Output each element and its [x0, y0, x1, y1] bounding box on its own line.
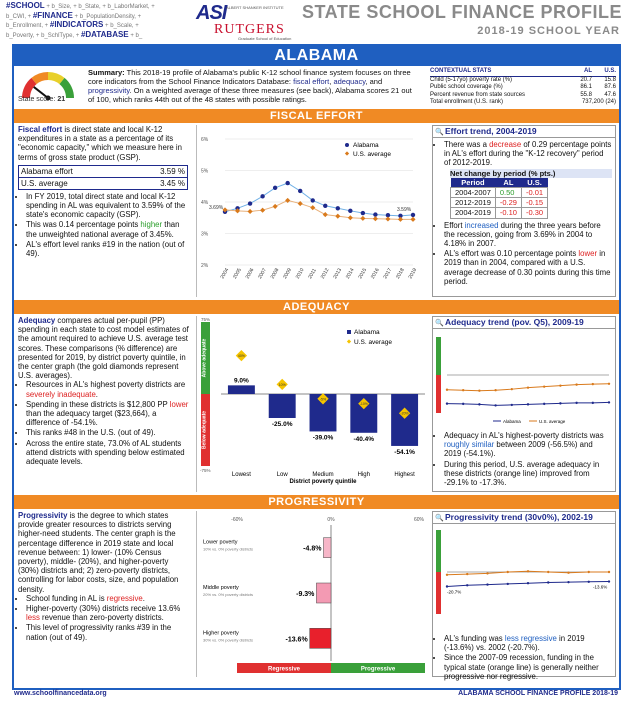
bar-value-label: 9.0%: [233, 377, 249, 385]
data-point: [273, 204, 278, 209]
data-point: [462, 389, 464, 391]
data-point: [567, 572, 569, 574]
data-point: [310, 205, 315, 210]
data-point: [511, 388, 513, 390]
x-tick-label: 2009: [282, 267, 293, 280]
net-change-table: Net change by period (% pts.) Period AL U.S. 2004-2007 0.50 -0.01 2012-2019 -0.29 -0.15 2004-2019 -0.10 -0.30: [450, 169, 612, 219]
bar: [391, 394, 418, 446]
data-point: [478, 390, 480, 392]
legend-us: U.S. average: [353, 151, 391, 158]
page-title: STATE SCHOOL FINANCE PROFILE: [301, 2, 622, 22]
data-point: [486, 583, 488, 585]
rutgers-logo: RUTGERS: [214, 22, 285, 37]
tag-school: #SCHOOL: [6, 1, 45, 10]
data-point: [608, 401, 610, 403]
data-point: [248, 201, 252, 205]
category-label: Highest: [394, 472, 415, 478]
page-subtitle: 2018-19 SCHOOL YEAR: [477, 25, 620, 37]
data-point: [527, 582, 529, 584]
x-tick-label: 60%: [413, 517, 425, 523]
data-point: [323, 204, 327, 208]
data-point: [608, 571, 610, 573]
data-point: [547, 571, 549, 573]
category-label: Medium: [312, 472, 334, 478]
x-tick-label: 2006: [244, 267, 256, 280]
bar: [323, 538, 331, 558]
data-point: [260, 208, 265, 213]
bar: [316, 583, 331, 603]
category-note: 10% vs. 0% poverty districts: [203, 546, 254, 552]
ctx-row: Total enrollment (U.S. rank) 737,200 (24): [430, 99, 616, 106]
legend-us: U.S. average: [354, 339, 392, 346]
data-point: [543, 403, 545, 405]
section-progressivity: PROGRESSIVITY: [14, 495, 619, 509]
x-tick-label: 2011: [307, 267, 318, 280]
data-point: [446, 389, 448, 391]
data-point: [373, 216, 378, 221]
ctx-row: Public school coverage (%) 86.1 87.6: [430, 84, 616, 91]
data-point: [592, 402, 594, 404]
us-diamond-label: 10%: [278, 382, 286, 387]
data-point: [575, 402, 577, 404]
data-label: 3.59%: [397, 206, 412, 213]
legend-alabama-marker: [345, 143, 349, 147]
data-point: [446, 585, 448, 587]
bar: [228, 385, 255, 394]
legend-alabama: Alabama: [503, 419, 521, 424]
y-tick-label: 5%: [201, 168, 209, 175]
net-row: 2012-2019 -0.29 -0.15: [451, 198, 548, 208]
state-name: ALABAMA: [14, 46, 619, 66]
bar-value-label: -40.4%: [353, 435, 375, 443]
data-point: [559, 402, 561, 404]
x-tick-label: 2012: [319, 267, 331, 280]
data-point: [608, 383, 610, 385]
x-tick-label: 2019: [407, 267, 419, 280]
y-tick-label: 2%: [201, 263, 209, 269]
x-tick-label: 2016: [369, 267, 381, 280]
band-top-label: Above adequate: [201, 338, 208, 378]
bar-value-label: -9.3%: [296, 591, 315, 598]
data-point: [446, 402, 448, 404]
x-tick-label: 2010: [294, 267, 306, 280]
bar-value-label: -39.0%: [312, 434, 334, 442]
contextual-stats: CONTEXTUAL STATS AL U.S. Child (5-17yo) poverty rate (%) 20.7 15.8 Public school coverage (%) 86.1 87.6 Percent revenue from state sources 55.8 47.6 Total enrollment (U.S. rank) 737,200 (24): [430, 68, 616, 106]
data-point: [336, 206, 340, 210]
data-point: [567, 581, 569, 583]
data-point: [323, 212, 328, 217]
x-tick-label: 2017: [382, 267, 394, 280]
legend-us-marker: [345, 151, 349, 155]
x-tick-label: 2004: [219, 267, 231, 280]
data-point: [588, 581, 590, 583]
section-adequacy: ADEQUACY: [14, 300, 619, 314]
logos: ASI ALBERT SHANKER INSTITUTE RUTGERS Graduate School of Education: [196, 2, 292, 41]
data-point: [511, 404, 513, 406]
data-point: [373, 212, 377, 216]
x-tick-label: 2008: [269, 267, 281, 280]
bar-value-label: -25.0%: [271, 421, 293, 428]
data-point: [466, 584, 468, 586]
data-point: [486, 572, 488, 574]
data-point: [466, 573, 468, 575]
data-point: [543, 385, 545, 387]
ctx-row: Child (5-17yo) poverty rate (%) 20.7 15.8: [430, 76, 616, 83]
progressivity-trend-box: 🔍 Progressivity trend (30v0%), 2002-19 -20.7% -13.6% • AL's funding was less regressive in 2019 (-13.6%) vs. 2002 (-20.7%). • Since the 2007-09 recession, funding in the typical state (orange line) is generally neither progressive nor regressive.: [432, 511, 616, 677]
category-label: Low: [276, 472, 288, 478]
tag-database: #DATABASE: [80, 29, 129, 39]
progressive-band: [436, 530, 441, 572]
us-diamond-label: -20%: [400, 411, 409, 416]
data-point: [411, 213, 415, 217]
legend-us-marker: [347, 339, 351, 343]
x-tick-label: 2013: [332, 267, 344, 280]
bar-value-label: -4.8%: [303, 545, 322, 553]
legend-alabama: Alabama: [353, 142, 379, 149]
data-point: [335, 214, 340, 219]
band-left-label: Regressive: [267, 666, 301, 673]
x-axis-label: District poverty quintile: [289, 479, 357, 485]
al-effort-row: Alabama effort 3.59 %: [21, 166, 185, 176]
x-tick-label: 2005: [232, 267, 243, 280]
data-point: [361, 211, 365, 215]
adequacy-trend-box: 🔍 Adequacy trend (pov. Q5), 2009-19 Alabama U.S. average • Adequacy in AL's highest-poverty districts was roughly similar between 2009 (-56.5%) and 2019 (-54.1%). • During this period, U.S. average adequacy in these districts (orange line) improved from -29.1% to -17.3%.: [432, 316, 616, 492]
data-point: [410, 217, 415, 222]
data-point: [478, 403, 480, 405]
fiscal-effort-chart: [196, 125, 429, 297]
y-tick-bottom: -75%: [200, 468, 211, 473]
data-point: [559, 384, 561, 386]
legend-us: U.S. average: [539, 419, 566, 424]
progressivity-trend-chart: [433, 524, 615, 628]
net-row: 2004-2007 0.50 -0.01: [451, 188, 548, 198]
data-point: [360, 216, 365, 221]
above-adequate-band: [436, 337, 441, 375]
category-label: Lowest: [231, 472, 251, 478]
x-tick-label: 2015: [357, 267, 369, 280]
bar: [269, 394, 296, 418]
data-label: -20.7%: [447, 589, 462, 595]
tag-indicators: #INDICATORS: [49, 20, 104, 29]
category-note: 20% vs. 0% poverty districts: [203, 592, 254, 597]
regressive-band: [436, 572, 441, 614]
progressivity-text: Progressivity is the degree to which states provide greater resources to districts serving higher-need students. The center graph is the percentage difference in 2019 state and local revenue between: 1) lower- (10% Census poverty), middle- (20%), and higher-poverty (30%) districts and; 2) zero-poverty districts, controlling for labor costs, size, and population density. • School funding in AL is regressive. • Higher-poverty (30%) districts receive 13.6% less revenue than zero-poverty districts. • This level of progressivity ranks #39 in the nation (out of 49).: [18, 511, 190, 643]
progressivity-chart: [196, 511, 429, 677]
x-tick-label: 2018: [395, 267, 406, 280]
bar-value-label: -54.1%: [394, 448, 415, 456]
adequacy-chart: [196, 316, 429, 492]
legend-alabama: Alabama: [354, 329, 380, 336]
x-tick-label: 0%: [327, 517, 335, 523]
data-point: [592, 383, 594, 385]
state-score: State score: 21: [18, 96, 66, 103]
data-label: -13.6%: [593, 584, 608, 590]
data-point: [260, 194, 264, 198]
y-tick-top: 75%: [201, 317, 211, 322]
below-adequate-band: [436, 375, 441, 413]
data-point: [608, 580, 610, 582]
footer-title: ALABAMA SCHOOL FINANCE PROFILE 2018-19: [458, 690, 618, 697]
data-point: [348, 215, 353, 220]
data-point: [547, 581, 549, 583]
data-point: [588, 571, 590, 573]
data-point: [248, 209, 253, 214]
data-point: [494, 404, 496, 406]
us-diamond-label: -5%: [319, 397, 327, 402]
legend-alabama-marker: [347, 330, 351, 334]
us-effort-row: U.S. average 3.45 %: [21, 178, 185, 188]
y-tick-label: 6%: [201, 137, 209, 143]
category-note: 30% vs. 0% poverty districts: [203, 637, 254, 643]
fiscal-text: Fiscal effort is direct state and local K-12 expenditures in a state as a percentage of its "economic capacity," which we measure here in terms of gross state product (GSP). Alabama effort 3.59 % U.S. average 3.45 % • In FY 2019, total direct state and local K-12 spending in AL was equivalent to 3.59% of the state's economic capacity (GSP). • This was 0.14 percentage points higher than the unweighted national average of 3.45%. • AL's effort level ranks #19 in the nation (out of 49).: [18, 125, 188, 259]
y-tick-label: 4%: [201, 200, 209, 206]
data-label: 3.69%: [209, 204, 224, 211]
tag-finance: #FINANCE: [32, 10, 73, 20]
data-point: [507, 571, 509, 573]
ctx-row: Percent revenue from state sources 55.8 47.6: [430, 91, 616, 98]
magnifier-icon: 🔍: [435, 129, 444, 136]
data-point: [575, 383, 577, 385]
asi-logo: ASI: [196, 2, 227, 24]
data-point: [285, 181, 289, 185]
category-label: Middle poverty: [203, 585, 239, 591]
x-tick-label: 2007: [257, 267, 268, 280]
data-point: [494, 389, 496, 391]
band-right-label: Progressive: [360, 666, 396, 673]
data-point: [311, 198, 315, 202]
data-point: [348, 209, 352, 213]
bar-value-label: -13.6%: [285, 636, 308, 644]
x-tick-label: -60%: [231, 517, 243, 523]
net-row: 2004-2019 -0.10 -0.30: [451, 208, 548, 218]
footer-website[interactable]: www.schoolfinancedata.org: [14, 690, 107, 697]
data-point: [527, 570, 529, 572]
data-point: [298, 189, 302, 193]
magnifier-icon: 🔍: [435, 515, 444, 522]
effort-trend-box: 🔍 Effort trend, 2004-2019 • There was a decrease of 0.29 percentage points in AL's effort during the "K-12 recovery" period of 2012-2019. Net change by period (% pts.) Period AL U.S. 2004-2007 0.50 -0.01 2012-2019 -0.29 -0.15 2004-2019 -0.10 -0.30 • Effort increased during the three years before the recession, going from 3.69% in 2004 to 4.18% in 2007. • AL's effort was 0.10 percentage points lower in 2019 than in 2004, compared with a U.S. average decrease of 0.30 points during this time period.: [432, 125, 616, 297]
magnifier-icon: 🔍: [435, 320, 444, 327]
data-point: [527, 386, 529, 388]
data-point: [446, 574, 448, 576]
bar: [310, 628, 331, 648]
header-tags: #SCHOOL + b_Size, + b_State, + b_LaborMarket, + b_CWI, + #FINANCE + b_PopulationDensity, + b_Enrollment, + #INDICATORS + b_Scale, + b_Poverty, + b_SchlType, + #DATABASE + b_: [6, 1, 155, 39]
us-diamond-label: 40%: [237, 354, 245, 359]
data-point: [273, 186, 277, 190]
data-point: [462, 403, 464, 405]
category-label: High: [357, 472, 370, 478]
category-label: Lower poverty: [203, 539, 238, 546]
data-point: [507, 583, 509, 585]
adequacy-trend-chart: [433, 329, 615, 425]
band-bottom-label: Below adequate: [201, 410, 208, 450]
category-label: Higher poverty: [203, 630, 239, 637]
data-point: [398, 217, 403, 222]
data-point: [385, 216, 390, 221]
x-tick-label: 2014: [344, 267, 356, 280]
adequacy-text: Adequacy compares actual per-pupil (PP) spending in each state to cost model estimates of the amount required to achieve U.S. average test scores. These comparisons (% difference) are presented for 2019, by district poverty quintile, in the center graph (the gold diamonds represent U.S. averages). • Resources in AL's highest poverty districts are severely inadequate. • Spending in these districts is $12,800 PP lower than the adequacy target ($23,664), a difference of -54.1%. • This ranks #48 in the U.S. (out of 49). • Across the entire state, 73.0% of AL students attend districts with spending below estimated adequate levels.: [18, 316, 190, 467]
section-fiscal-effort: FISCAL EFFORT: [14, 109, 619, 123]
y-tick-label: 3%: [201, 231, 209, 238]
data-point: [527, 403, 529, 405]
us-diamond-label: -10%: [359, 402, 368, 407]
summary-text: Summary: This 2018-19 profile of Alabama's public K-12 school finance system focuses on three core indicators from the School Finance Indicators Database: fiscal effort, adequacy, and progressivity. On a weighted average of these three measures (see back), Alabama scores 21 out of 100, which ranks 44th out of the 48 states with possible ratings.: [88, 68, 412, 104]
